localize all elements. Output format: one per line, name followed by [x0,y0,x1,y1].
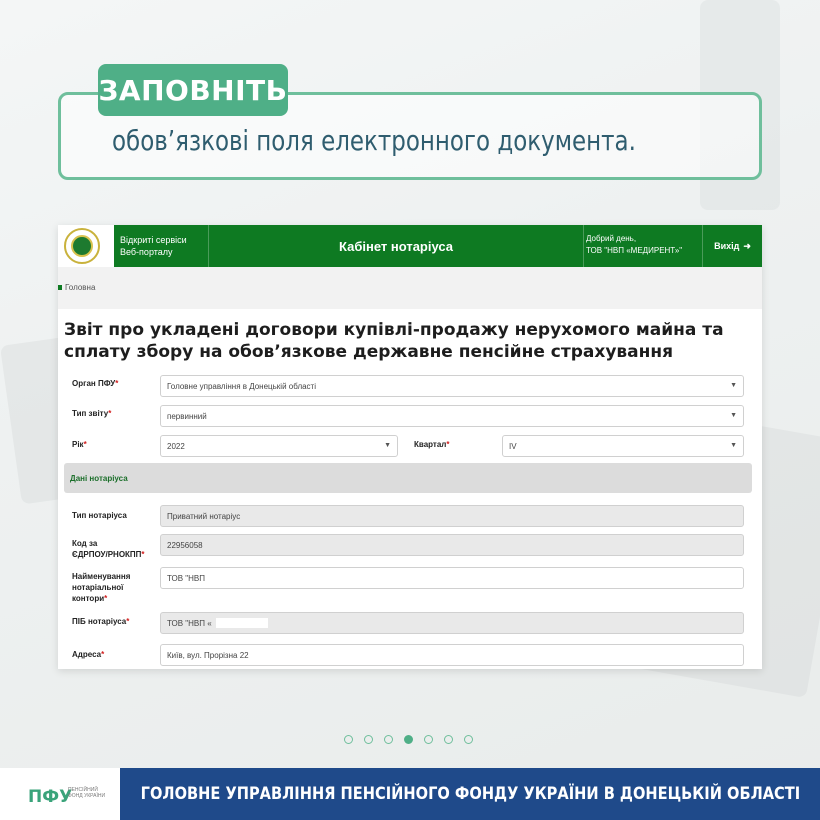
notary-data-section: Дані нотаріуса [64,463,752,493]
slide-pagination [344,735,473,744]
notary-name-field [160,612,744,634]
code-value: 22956058 [167,540,203,550]
office-name-value: ТОВ "НВП [167,573,206,583]
address-value: Київ, вул. Прорізна 22 [167,650,249,660]
notary-name-label: ПІБ нотаріуса* [72,617,130,626]
notary-type-field [160,505,744,527]
emblem-icon[interactable] [64,228,100,264]
heading-tag: ЗАПОВНІТЬ [98,64,288,116]
logout-icon: ➜ [743,240,751,251]
year-label: Рік* [72,440,87,449]
quarter-value: IV [509,441,517,451]
quarter-select[interactable] [502,435,744,457]
pagination-dot-active[interactable] [404,735,413,744]
pagination-dot[interactable] [364,735,373,744]
breadcrumb-bar [58,267,762,309]
year-select[interactable] [160,435,398,457]
pfu-logo: ПФУ [28,787,73,807]
open-services-link[interactable] [120,234,210,258]
pagination-dot[interactable] [464,735,473,744]
report-type-select[interactable] [160,405,744,427]
portal-screenshot [58,225,762,669]
chevron-down-icon: ▼ [730,442,737,449]
heading-subtitle: обов’язкові поля електронного документа. [112,124,636,157]
footer-banner [120,768,820,820]
breadcrumb[interactable] [58,283,95,292]
pfu-logo-caption: ПЕНСІЙНИЙ ФОНД УКРАЇНИ [68,787,106,799]
cabinet-title: Кабінет нотаріуса [208,225,584,267]
pagination-dot[interactable] [424,735,433,744]
services-line2: Веб-порталу [120,247,173,257]
address-label: Адреса* [72,650,105,659]
office-name-input[interactable] [160,567,744,589]
office-name-label: Найменування нотаріальної контори* [72,572,131,603]
services-line1: Відкриті сервіси [120,235,187,245]
organ-value: Головне управління в Донецькій області [167,381,316,391]
notary-name-value: ТОВ "НВП « [167,618,212,628]
greeting-line1: Добрий день, [586,234,637,243]
chevron-down-icon: ▼ [730,412,737,419]
logout-button[interactable] [702,225,762,267]
home-icon [58,285,62,290]
report-type-label: Тип звіту* [72,409,112,418]
breadcrumb-home: Головна [65,283,96,292]
chevron-down-icon: ▼ [730,382,737,389]
quarter-label: Квартал* [414,440,450,449]
organ-label: Орган ПФУ* [72,379,119,388]
portal-topbar [58,225,762,267]
year-value: 2022 [167,441,185,451]
footer-banner-text: ГОЛОВНЕ УПРАВЛІННЯ ПЕНСІЙНОГО ФОНДУ УКРАЇНИ В ДОНЕЦЬКІЙ ОБЛАСТІ [140,784,800,804]
user-greeting [586,233,706,257]
notary-type-label: Тип нотаріуса [72,511,127,520]
page-title: Звіт про укладені договори купівлі-продажу нерухомого майна та сплату збору на обов’язкове державне пенсійне страхування [64,320,724,362]
pagination-dot[interactable] [444,735,453,744]
code-label: Код за ЄДРПОУ/РНОКПП* [72,539,145,559]
organ-select[interactable] [160,375,744,397]
pagination-dot[interactable] [344,735,353,744]
pagination-dot[interactable] [384,735,393,744]
redaction-mark [209,573,261,583]
chevron-down-icon: ▼ [384,442,391,449]
address-input[interactable] [160,644,744,666]
code-field [160,534,744,556]
notary-type-value: Приватний нотаріус [167,511,241,521]
redaction-mark [216,618,268,628]
report-type-value: первинний [167,411,207,421]
logout-label: Вихід [714,241,740,251]
greeting-line2: ТОВ "НВП «МЕДИРЕНТ»" [586,246,683,255]
